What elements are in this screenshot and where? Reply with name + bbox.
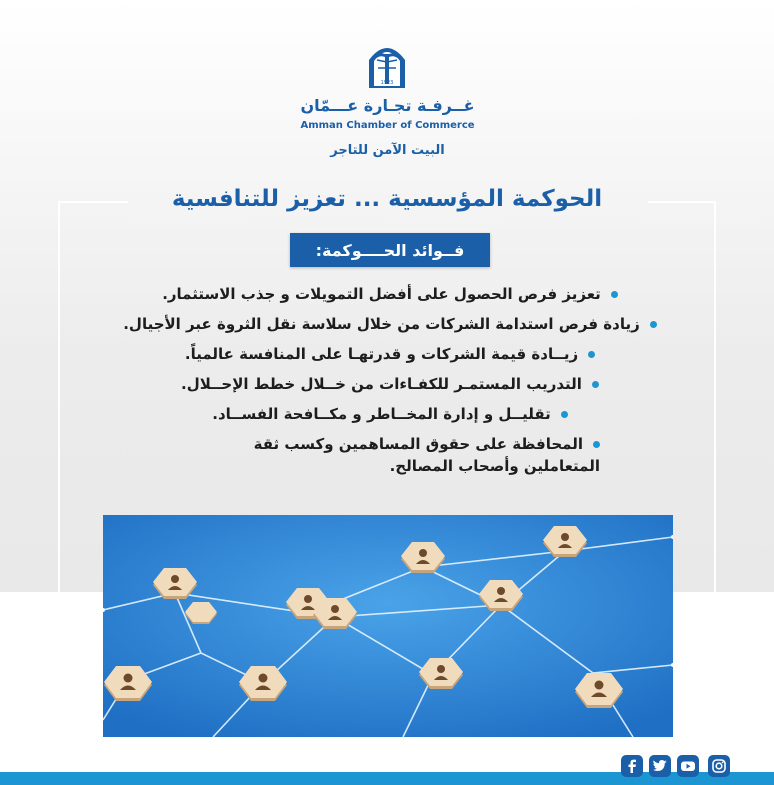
bullet-icon [592, 381, 599, 388]
page-title: الحوكمة المؤسسية ... تعزيز للتنافسية [171, 186, 603, 212]
chamber-emblem-icon [366, 40, 408, 90]
bullet-icon [650, 321, 657, 328]
list-item: المحافظة على حقوق المساهمين وكسب ثقة المتعاملين وأصحاب المصالح. [253, 435, 600, 475]
list-item: تعزيز فرص الحصول على أفضل التمويلات و جذب الاستثمار. [70, 283, 710, 305]
bullet-icon [611, 291, 618, 298]
frame-top-right [648, 201, 716, 203]
org-name-english: Amman Chamber of Commerce [300, 120, 475, 131]
youtube-icon[interactable] [677, 755, 699, 777]
frame-right [714, 201, 716, 595]
network-photo [103, 515, 673, 737]
list-item: زيادة فرص استدامة الشركات من خلال سلاسة نقل الثروة عبر الأجيال. [70, 313, 710, 335]
list-item: زيــادة قيمة الشركات و قدرتهـا على المنافسة عالمياً. [70, 343, 710, 365]
frame-left [58, 201, 60, 595]
list-item: تقليــل و إدارة المخــاطر و مكــافحة الفســاد. [70, 403, 710, 425]
emblem-year: 1923 [380, 80, 394, 86]
tagline: البيت الآمن للتاجر [330, 143, 445, 158]
benefits-list [70, 283, 710, 485]
bullet-icon [561, 411, 568, 418]
twitter-icon[interactable] [649, 755, 671, 777]
list-item: التدريب المستمـر للكفـاءات من خــلال خطط الإحــلال. [70, 373, 710, 395]
frame-top-left [58, 201, 128, 203]
bullet-icon [593, 441, 600, 448]
instagram-icon[interactable] [708, 755, 730, 777]
org-name-arabic: غــرفـة تجـارة عـــمّان [300, 96, 475, 115]
facebook-icon[interactable] [621, 755, 643, 777]
bullet-icon [588, 351, 595, 358]
benefits-heading: فــوائد الحــــوكمة: [290, 233, 490, 267]
